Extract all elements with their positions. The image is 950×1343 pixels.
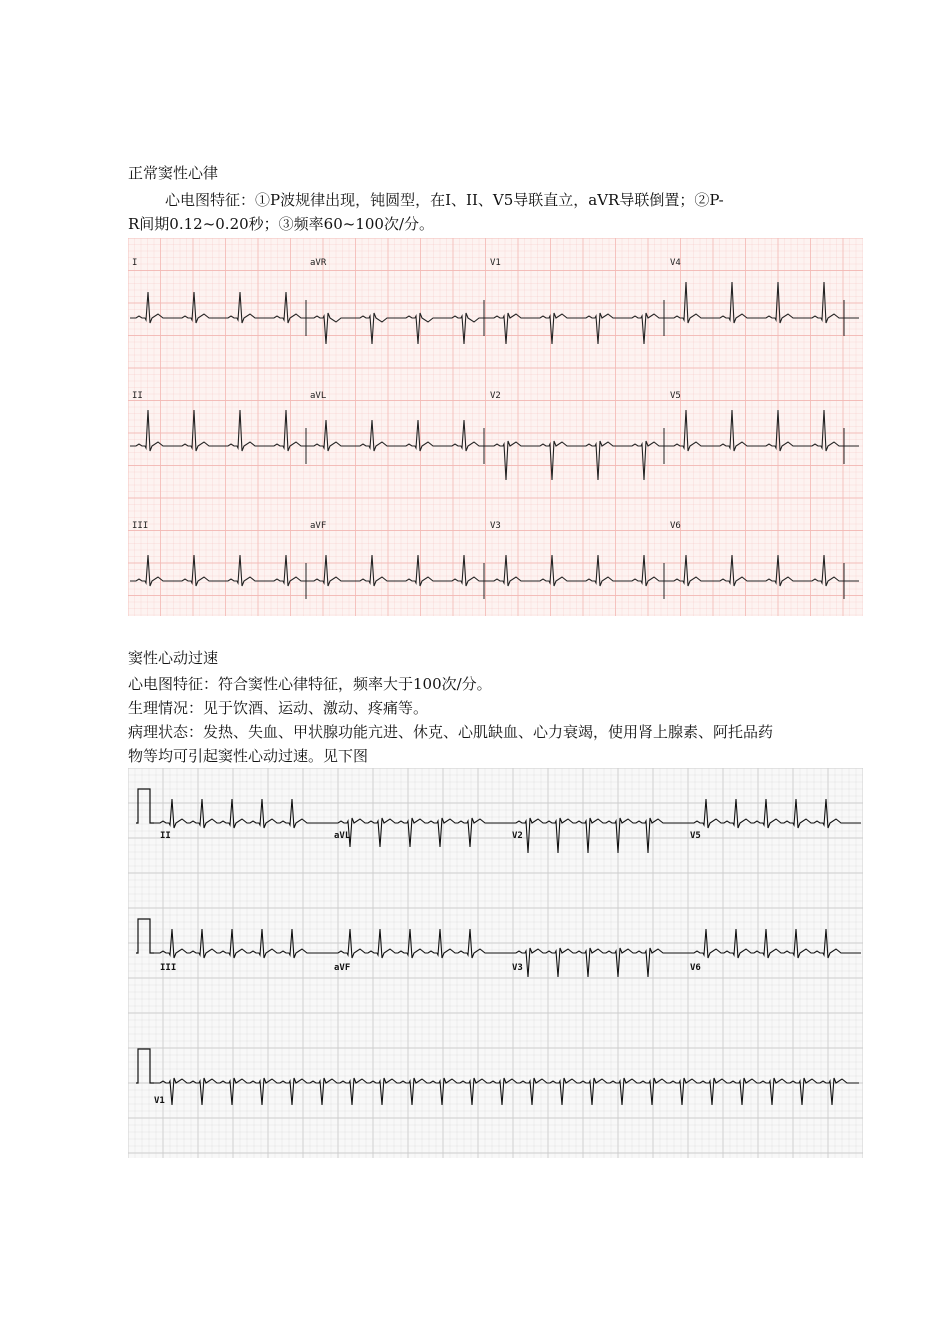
lead-label: aVF [310,521,327,531]
lead-label: V3 [512,963,523,973]
lead-label: aVR [310,258,327,268]
lead-label: III [160,963,177,973]
section-title: 正常窦性心律 [128,164,219,182]
lead-label: V2 [490,391,501,401]
lead-label: V2 [512,831,523,841]
description-line: 物等均可引起窦性心动过速。见下图 [128,747,369,765]
lead-label: V4 [670,258,681,268]
lead-label: aVL [310,391,327,401]
lead-label: V5 [670,391,681,401]
lead-label: V5 [690,831,701,841]
lead-label: II [132,391,143,401]
lead-label: II [160,831,171,841]
lead-label: III [132,521,149,531]
lead-label: V1 [490,258,501,268]
description-line: 病理状态：发热、失血、甲状腺功能亢进、休克、心肌缺血、心力衰竭，使用肾上腺素、阿托品药 [128,723,774,741]
lead-label: V1 [154,1096,165,1106]
lead-label: V3 [490,521,501,531]
lead-label: aVL [334,831,351,841]
description-line: 生理情况：见于饮酒、运动、激动、疼痛等。 [128,699,429,717]
lead-label: V6 [670,521,681,531]
description-line: 心电图特征：①P波规律出现，钝圆型，在I、II、V5导联直立，aVR导联倒置；②P- [165,191,724,209]
lead-label: V6 [690,963,701,973]
section-title: 窦性心动过速 [128,649,219,667]
ecg-normal-sinus-rhythm [128,238,863,616]
description-line: R间期0.12~0.20秒；③频率60~100次/分。 [128,215,434,233]
ecg-sinus-tachycardia [128,768,863,1158]
description-line: 心电图特征：符合窦性心律特征，频率大于100次/分。 [128,675,492,693]
lead-label: I [132,258,138,268]
lead-label: aVF [334,963,351,973]
